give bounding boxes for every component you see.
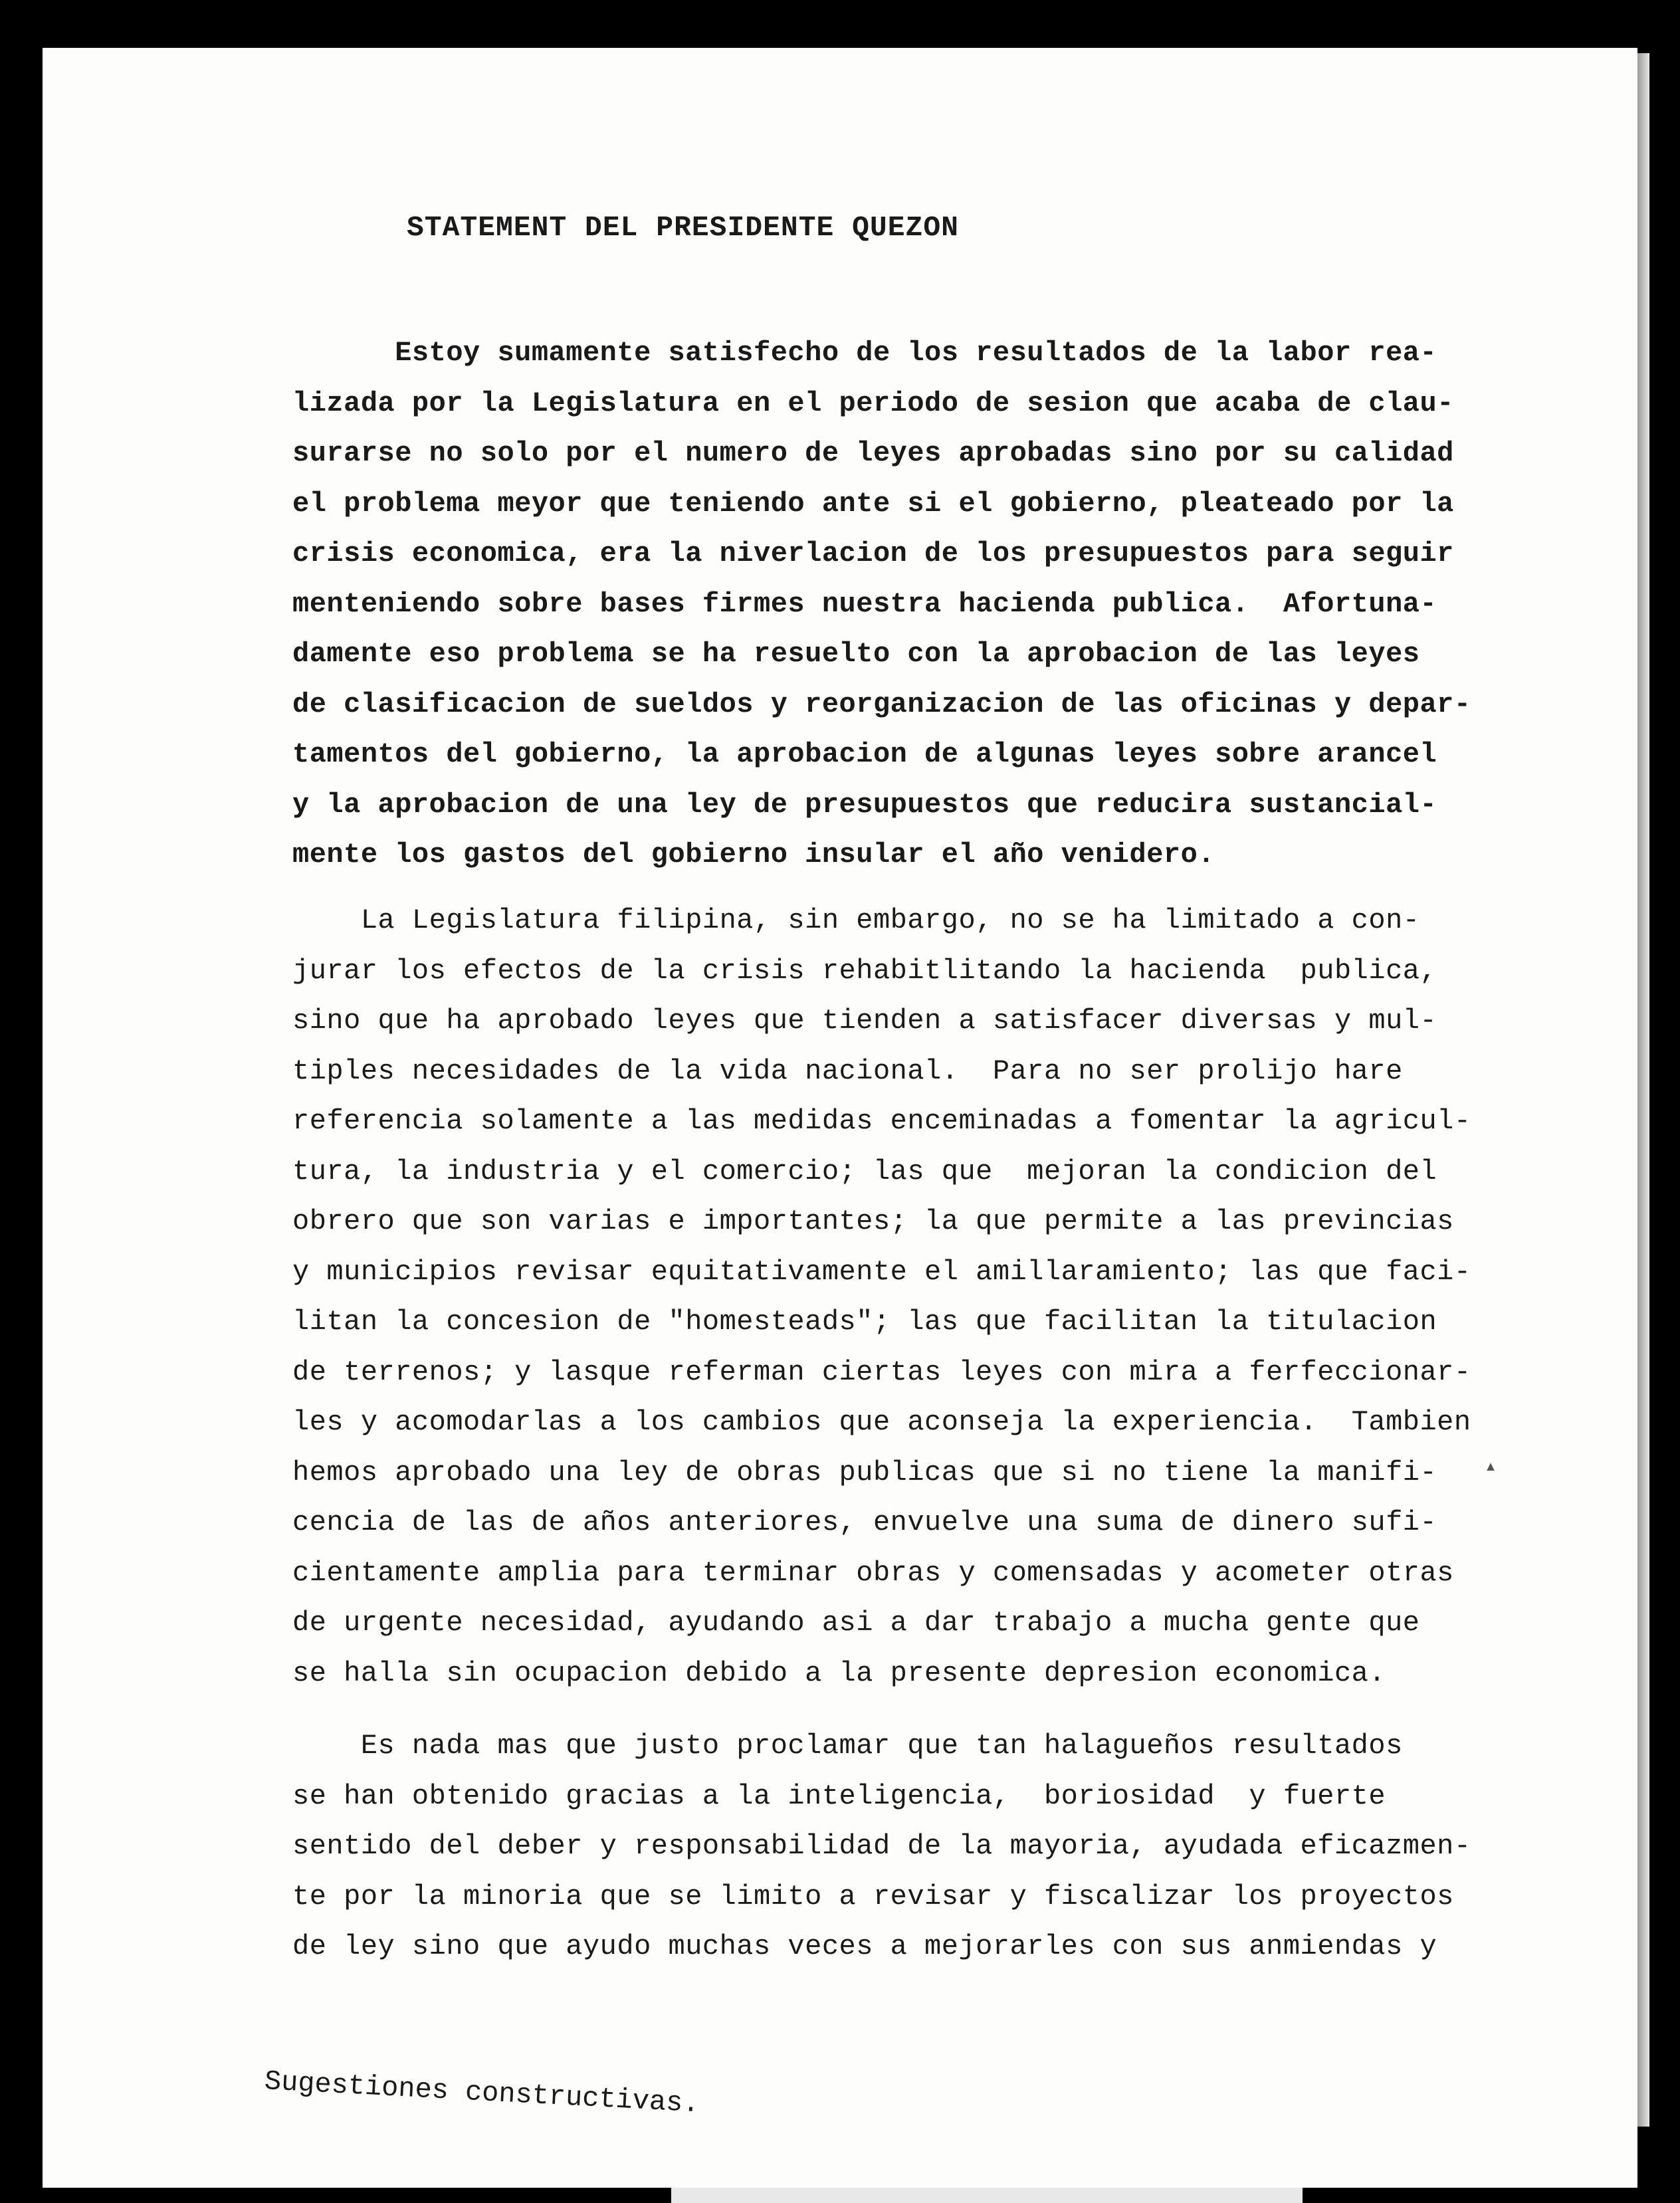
text-line: de clasificacion de sueldos y reorganizacion de las oficinas y depar- [292,688,1471,720]
text-line: tamentos del gobierno, la aprobacion de algunas leyes sobre arancel [292,738,1437,770]
text-line: Estoy sumamente satisfecho de los resultados de la labor rea- [292,337,1437,369]
text-line: de urgente necesidad, ayudando asi a dar trabajo a mucha gente que [292,1607,1420,1639]
text-line: surarse no solo por el numero de leyes aprobadas sino por su calidad [292,437,1454,469]
text-line: crisis economica, era la niverlacion de los presupuestos para seguir [292,538,1454,570]
ink-speck: ▴ [1485,1456,1497,1479]
text-line: referencia solamente a las medidas enceminadas a fomentar la agricul- [292,1105,1471,1137]
text-line: obrero que son varias e importantes; la que permite a las previncias [292,1206,1454,1237]
text-line: menteniendo sobre bases firmes nuestra hacienda publica. Afortuna- [292,587,1437,620]
page-edge [1637,53,1649,2127]
text-line: hemos aprobado una ley de obras publicas que si no tiene la manifi- [292,1456,1437,1489]
text-line: La Legislatura filipina, sin embargo, no se ha limitado a con- [292,904,1420,936]
text-line: Es nada mas que justo proclamar que tan halagueños resultados [292,1730,1403,1762]
text-line: te por la minoria que se limito a revisar y fiscalizar los proyectos [292,1880,1454,1913]
text-line: de ley sino que ayudo muchas veces a mejorarles con sus anmiendas y [292,1931,1437,1962]
text-line: se han obtenido gracias a la inteligencia, boriosidad y fuerte [292,1780,1386,1812]
page-edge-bottom [671,2188,1303,2203]
text-line: tiples necesidades de la vida nacional. Para no ser prolijo hare [292,1055,1403,1087]
text-line: jurar los efectos de la crisis rehabitlitando la hacienda publica, [292,954,1437,987]
text-line: el problema meyor que teniendo ante si el gobierno, pleateado por la [292,487,1454,520]
text-line: se halla sin ocupacion debido a la presente depresion economica. [292,1657,1386,1689]
document-title: STATEMENT DEL PRESIDENTE QUEZON [407,211,959,244]
text-line: cientamente amplia para terminar obras y comensadas y acometer otras [292,1556,1454,1589]
text-line: y la aprobacion de una ley de presupuestos que reducira sustancial- [292,788,1437,821]
footer-note: Sugestiones constructivas. [263,2065,700,2121]
text-line: sino que ha aprobado leyes que tienden a satisfacer diversas y mul- [292,1005,1437,1037]
text-line: mente los gastos del gobierno insular el año venidero. [292,839,1215,871]
text-line: sentido del deber y responsabilidad de la mayoria, ayudada eficazmen- [292,1830,1471,1862]
text-line: damente eso problema se ha resuelto con la aprobacion de las leyes [292,638,1420,670]
text-line: y municipios revisar equitativamente el amillaramiento; las que faci- [292,1255,1471,1288]
text-line: cencia de las de años anteriores, envuelve una suma de dinero sufi- [292,1507,1437,1538]
text-line: litan la concesion de "homesteads"; las que facilitan la titulacion [292,1306,1437,1338]
text-line: de terrenos; y lasque referman ciertas leyes con mira a ferfeccionar- [292,1356,1471,1388]
text-line: tura, la industria y el comercio; las que mejoran la condicion del [292,1155,1437,1188]
text-line: les y acomodarlas a los cambios que aconseja la experiencia. Tambien [292,1406,1471,1438]
text-line: lizada por la Legislatura en el periodo de sesion que acaba de clau- [292,387,1454,419]
